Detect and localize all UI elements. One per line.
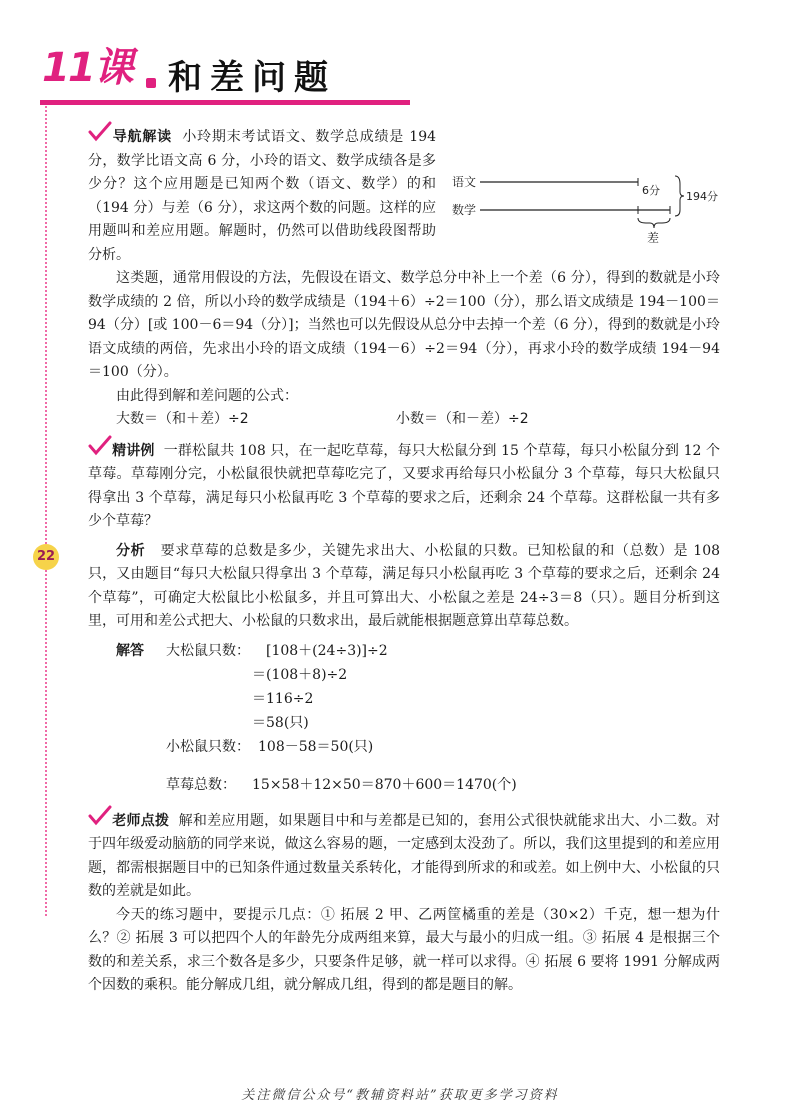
solution-label: 解答 — [116, 642, 144, 659]
header-rule — [40, 100, 410, 105]
total-value: 15×58＋12×50＝870＋600＝1470(个) — [252, 776, 517, 793]
formula-big: 大数＝（和＋差）÷2 — [116, 411, 249, 427]
solution-line-2: ＝(108＋8)÷2 — [252, 666, 348, 683]
diagram-bottom-label: 差 — [647, 231, 660, 245]
example-paragraph — [88, 440, 720, 534]
diagram-label-chinese: 语文 — [452, 175, 477, 189]
lesson-dot — [146, 78, 156, 88]
intro-paragraph-2: 这类题，通常用假设的方法，先假设在语文、数学总分中补上一个差（6 分），得到的数就是小玲数学成绩的 2 倍，所以小玲的数学成绩是（194＋6）÷2＝100（分），那么语文成绩是 194－100＝94（分）[或 100－6＝94（分）]；当然也可以先假设从总分中去掉一个差（6 分），得到的数就是小玲语文成绩的两倍，先求出小玲的语文成绩（194－6）÷2＝94（分），再求小玲的数学成绩 194－94＝100（分）。 — [88, 270, 720, 380]
big-squirrel-label: 大松鼠只数： — [166, 642, 250, 659]
formula-intro: 由此得到解和差问题的公式： — [116, 387, 298, 404]
footer-note: 关注微信公众号“教辅资料站”获取更多学习资料 — [241, 1088, 559, 1103]
main-content — [88, 126, 720, 998]
intro-section — [88, 126, 720, 267]
tips-label: 老师点拨 — [112, 812, 170, 829]
diagram-total-label: 194分 — [686, 190, 718, 203]
checkmark-icon — [88, 811, 110, 827]
lesson-number: 11课 — [42, 45, 132, 91]
analysis-label: 分析 — [116, 542, 146, 559]
formula-row — [88, 408, 720, 432]
solution-line-1: [108＋(24÷3)]÷2 — [266, 642, 388, 659]
diagram-diff-label: 6分 — [642, 184, 660, 197]
formula-small: 小数＝（和－差）÷2 — [396, 411, 529, 427]
total-row — [88, 774, 720, 800]
analysis-paragraph — [88, 540, 720, 634]
intro-label: 导航解读 — [112, 129, 172, 145]
intro-text: 小玲期末考试语文、数学总成绩是 194 分，数学比语文高 6 分，小玲的语文、数学成绩各是多少分？这个应用题是已知两个数（语文、数学）的和（194 分）与差（6 分），求这两个数的问题。这样的应用题叫和差应用题。解题时，仍然可以借助线段图帮助分析。 — [88, 129, 437, 263]
tips-paragraph-2: 今天的练习题中，要提示几点：① 拓展 2 甲、乙两筐橘重的差是（30×2）千克，想一想为什么？② 拓展 3 可以把四个人的年龄先分成两组来算，最大与最小的归成一组。③ 拓展 4 是根据三个数的和差关系，求三个数各是多少，只要条件足够，就一样可以求得。④ 拓展 6 要将 1991 分解成两个因数的乘积。能分解成几组，就分解成几组，得到的都是题目的解。 — [88, 906, 720, 993]
small-squirrel-value: 108－58＝50(只) — [258, 738, 374, 755]
solution-block — [88, 640, 720, 770]
checkmark-icon — [88, 127, 110, 143]
total-label: 草莓总数： — [166, 776, 236, 793]
small-squirrel-label: 小松鼠只数： — [166, 738, 250, 755]
solution-line-3: ＝116÷2 — [252, 690, 314, 707]
solution-line-4: ＝58(只) — [252, 714, 309, 731]
line-segment-diagram — [448, 170, 718, 248]
tips-paragraph — [88, 810, 720, 904]
example-text: 一群松鼠共 108 只，在一起吃草莓，每只大松鼠分到 15 个草莓，每只小松鼠分到 12 个草莓。草莓刚分完，小松鼠很快就把草莓吃完了，又要求再给每只小松鼠分 3 个草莓，每只大松鼠只得拿出 3 个草莓，满足每只小松鼠再吃 3 个草莓的要求之后，还剩余 24 个草莓。这群松鼠一共有多少个草莓？ — [88, 442, 721, 529]
diagram-label-math: 数学 — [452, 203, 477, 217]
example-label: 精讲例 — [112, 442, 155, 459]
checkmark-icon — [88, 441, 110, 457]
page-title: 和差问题 — [168, 58, 336, 98]
dotted-margin-line — [45, 106, 47, 916]
intro-paragraph — [88, 126, 436, 267]
page-number-badge: 22 — [33, 544, 59, 570]
analysis-text: 要求草莓的总数是多少，关键先求出大、小松鼠的只数。已知松鼠的和（总数）是 108 只，又由题目“每只大松鼠只得拿出 3 个草莓，满足每只小松鼠再吃 3 个草莓的要求之后，还剩余 24 个草莓”，可确定大松鼠比小松鼠多，并且可算出大、小松鼠之差是 24÷3＝8（只）。题目分析到这里，可用和差公式把大、小松鼠的只数求出，最后就能根据题意算出草莓总数。 — [88, 542, 721, 629]
tips-text: 解和差应用题，如果题目中和与差都是已知的，套用公式很快就能求出大、小二数。对于四年级爱动脑筋的同学来说，做这么容易的题，一定感到太没劲了。所以，我们这里提到的和差应用题，都需根据题目中的已知条件通过数量关系转化，才能得到所求的和或差。如上例中大、小松鼠的只数的差就是如此。 — [88, 812, 720, 899]
